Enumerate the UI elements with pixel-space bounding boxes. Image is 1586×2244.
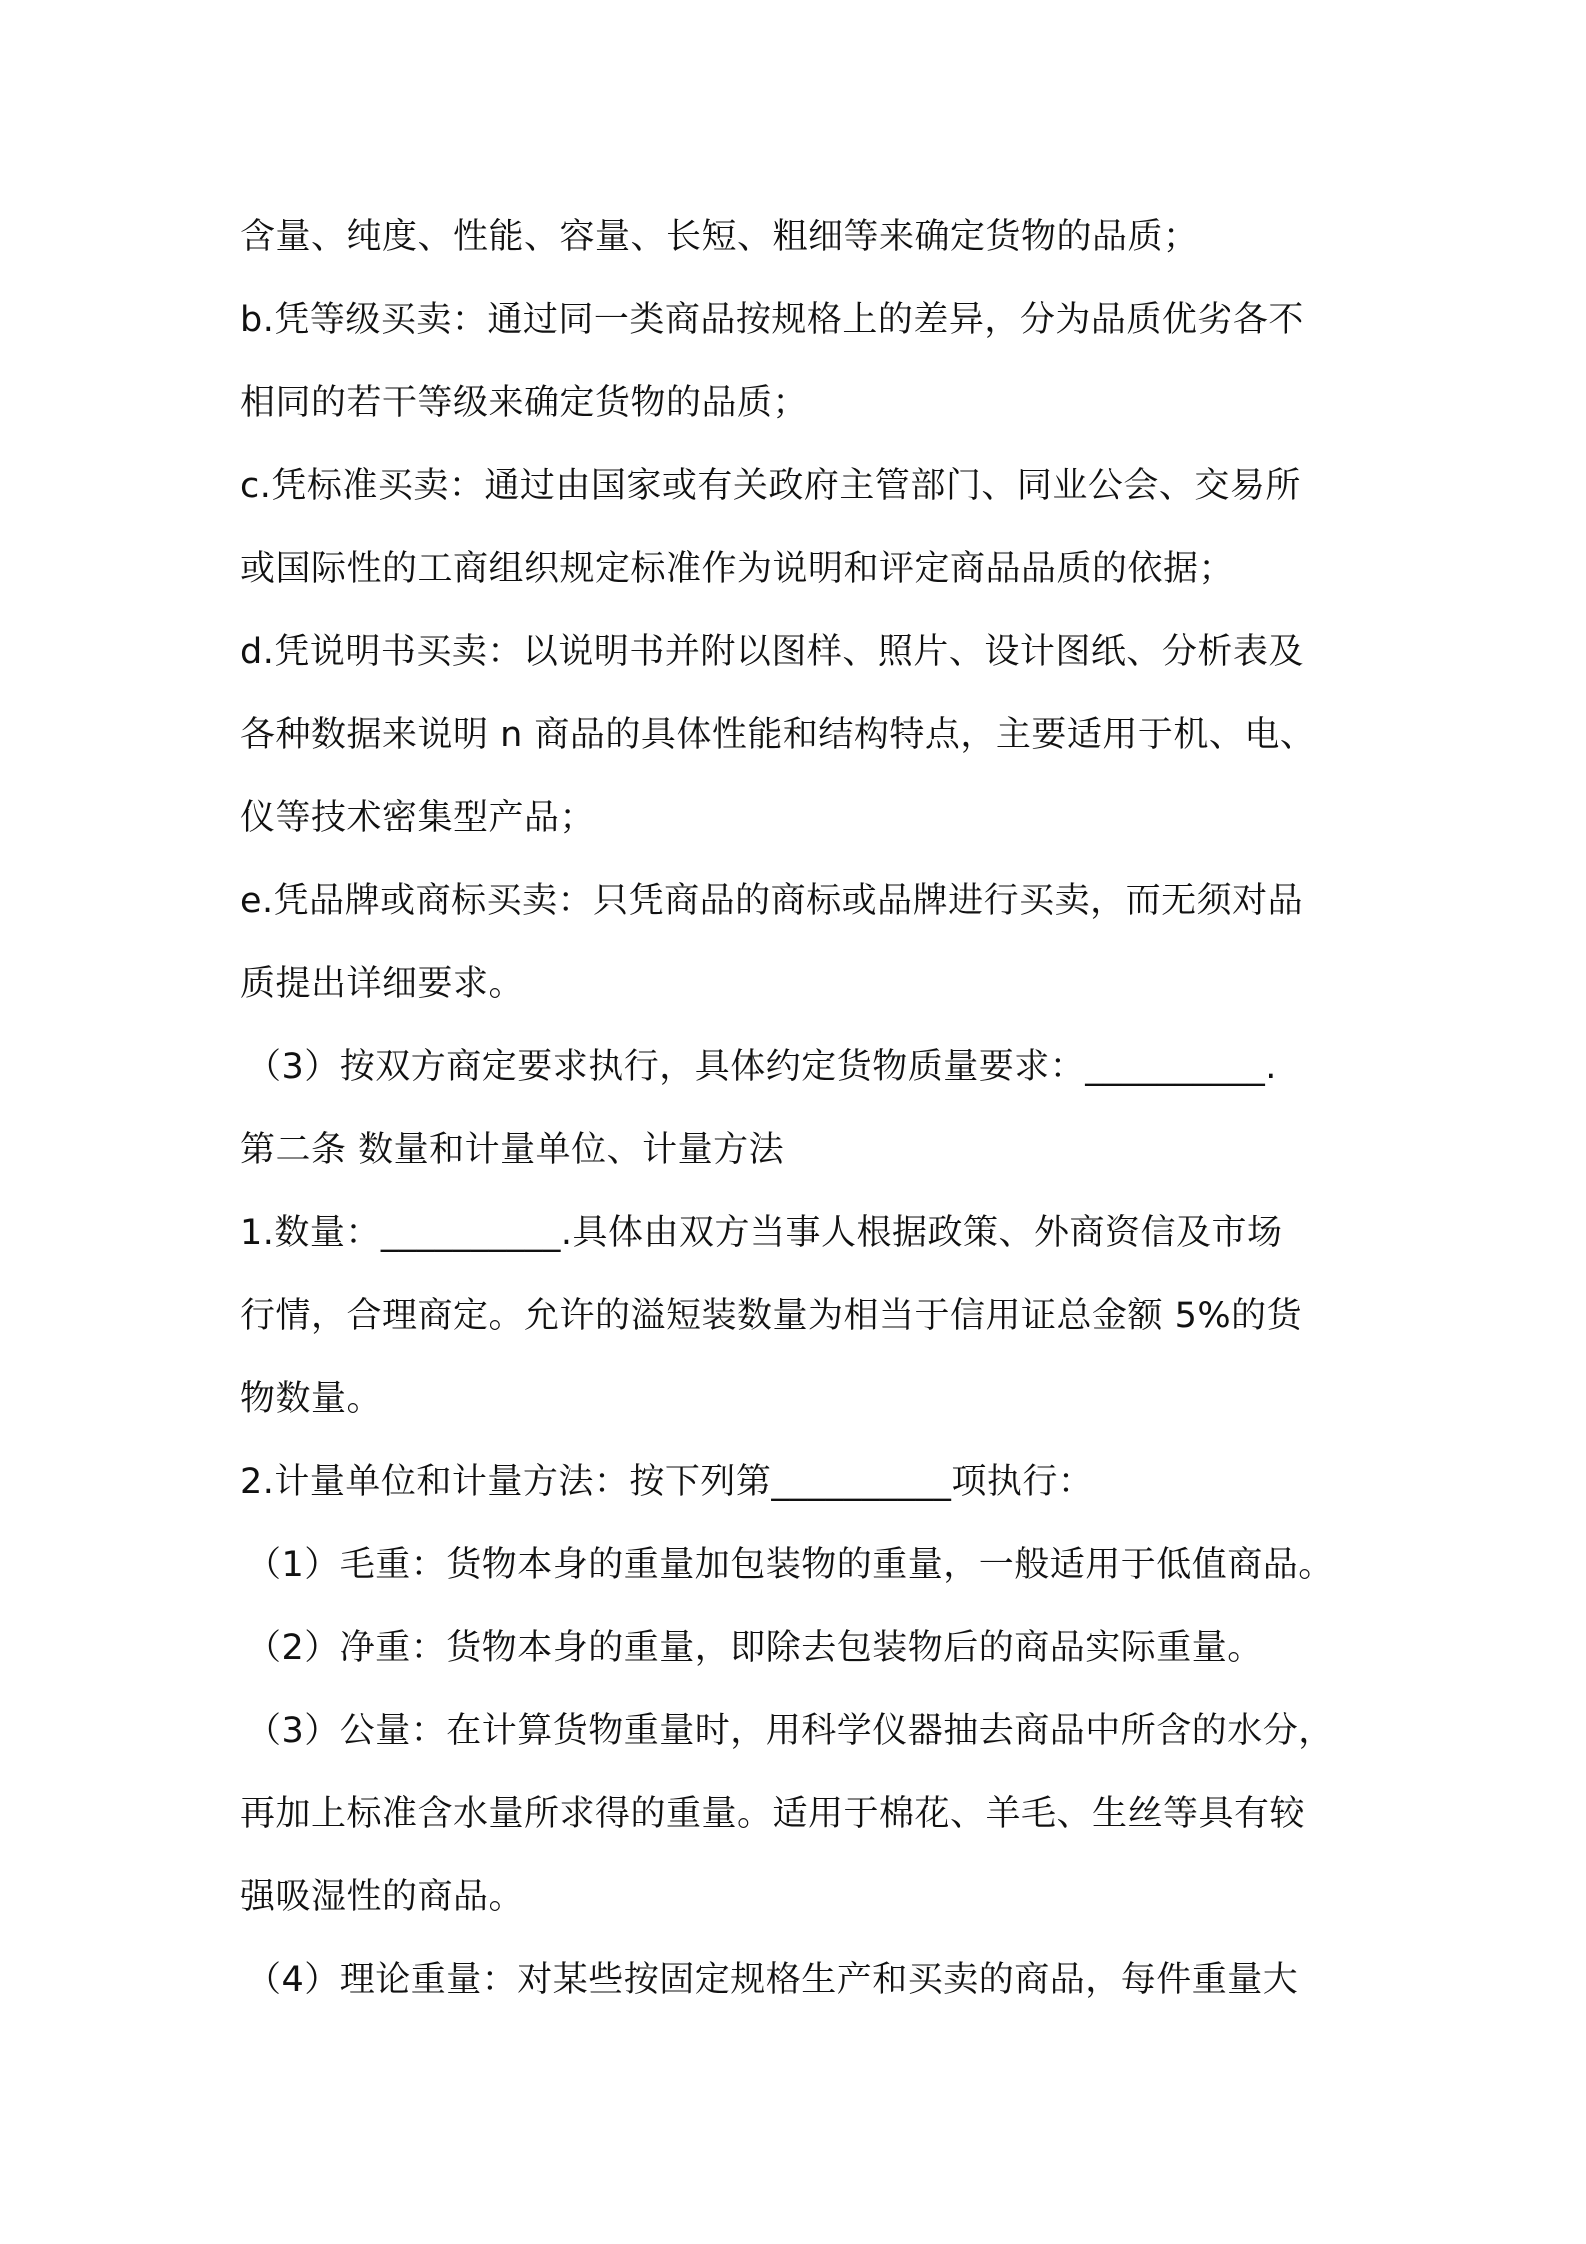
text-line: 各种数据来说明 n 商品的具体性能和结构特点，主要适用于机、电、: [240, 715, 1316, 755]
text-line: （3）公量：在计算货物重量时，用科学仪器抽去商品中所含的水分，: [246, 1711, 1334, 1751]
text-line: 物数量。: [240, 1379, 383, 1419]
text-line: 再加上标准含水量所求得的重量。适用于棉花、羊毛、生丝等具有较: [240, 1794, 1306, 1834]
text-line: 或国际性的工商组织规定标准作为说明和评定商品品质的依据；: [240, 549, 1235, 589]
text-line: 仪等技术密集型产品；: [240, 798, 596, 838]
text-line: 2.计量单位和计量方法：按下列第__________项执行：: [240, 1462, 1094, 1502]
document-body: [240, 196, 1370, 2022]
text-line: 质提出详细要求。: [240, 964, 525, 1004]
text-line: （3）按双方商定要求执行，具体约定货物质量要求：__________.: [246, 1047, 1277, 1087]
text-line: 强吸湿性的商品。: [240, 1877, 525, 1917]
text-line: （4）理论重量：对某些按固定规格生产和买卖的商品，每件重量大: [246, 1960, 1299, 2000]
text-line: 相同的若干等级来确定货物的品质；: [240, 383, 809, 423]
text-line: 行情，合理商定。允许的溢短装数量为相当于信用证总金额 5%的货: [240, 1296, 1303, 1336]
text-line: b.凭等级买卖：通过同一类商品按规格上的差异，分为品质优劣各不: [240, 300, 1304, 340]
section-heading: 第二条 数量和计量单位、计量方法: [240, 1130, 785, 1170]
text-line: 含量、纯度、性能、容量、长短、粗细等来确定货物的品质；: [240, 217, 1199, 257]
text-line: e.凭品牌或商标买卖：只凭商品的商标或品牌进行买卖，而无须对品: [240, 881, 1304, 921]
text-line: d.凭说明书买卖：以说明书并附以图样、照片、设计图纸、分析表及: [240, 632, 1304, 672]
text-line: c.凭标准买卖：通过由国家或有关政府主管部门、同业公会、交易所: [240, 466, 1301, 506]
text-line: （1）毛重：货物本身的重量加包装物的重量，一般适用于低值商品。: [246, 1545, 1334, 1585]
text-line: 1.数量：__________.具体由双方当事人根据政策、外商资信及市场: [240, 1213, 1283, 1253]
text-line: （2）净重：货物本身的重量，即除去包装物后的商品实际重量。: [246, 1628, 1263, 1668]
